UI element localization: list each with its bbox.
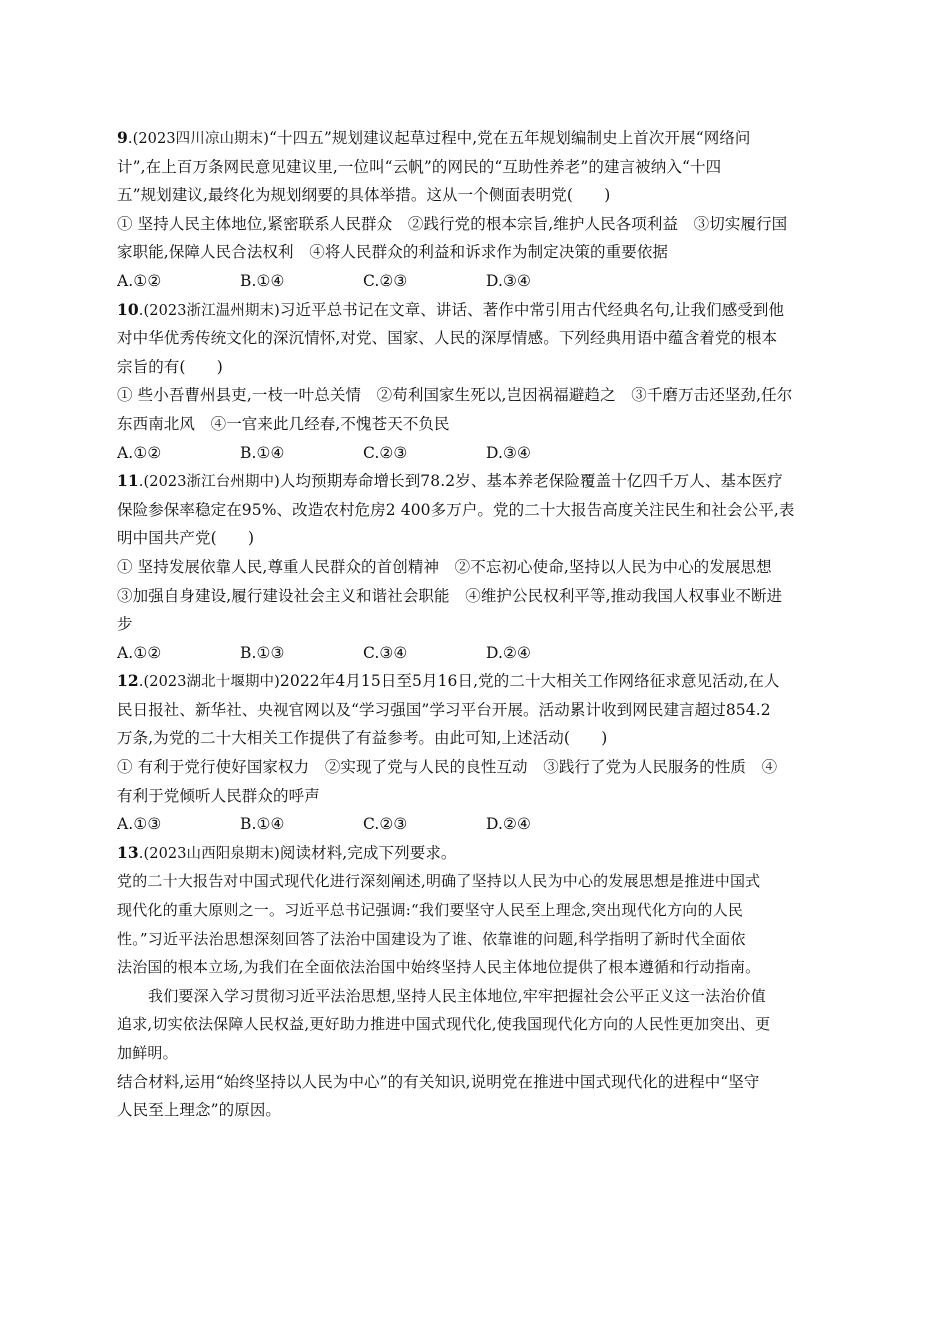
choice-items-line: ① 些小吾曹州县吏,一枝一叶总关情 ②苟利国家生死以,岂因祸福避趋之 ③千磨万击还坚劲,任尔 xyxy=(117,386,793,405)
question-stem-line: 宗旨的有( ) xyxy=(117,357,223,376)
option-c: C.②③ xyxy=(363,271,408,290)
question-12 xyxy=(117,667,837,839)
question-stem-line: 万条,为党的二十大相关工作提供了有益参考。由此可知,上述活动( ) xyxy=(117,729,608,748)
option-c: C.③④ xyxy=(363,643,408,662)
option-d: D.③④ xyxy=(486,271,531,290)
question-source: .(2023浙江台州期中) xyxy=(138,474,280,491)
option-a: A.①② xyxy=(117,643,162,662)
material-line: 党的二十大报告对中国式现代化进行深刻阐述,明确了坚持以人民为中心的发展思想是推进中国式 xyxy=(117,872,761,891)
question-11 xyxy=(117,467,837,667)
question-stem-line: 民日报社、新华社、央视官网以及“学习强国”学习平台开展。活动累计收到网民建言超过854.2 xyxy=(117,700,771,719)
option-d: D.③④ xyxy=(486,443,531,462)
reading-material xyxy=(117,867,837,1067)
option-b: B.①④ xyxy=(240,815,285,834)
question-stem-line xyxy=(117,467,837,496)
question-stem-line xyxy=(117,667,837,696)
question-stem-line xyxy=(117,124,837,153)
option-c: C.②③ xyxy=(363,815,408,834)
choice-items-line: 家职能,保障人民合法权利 ④将人民群众的利益和诉求作为制定决策的重要依据 xyxy=(117,243,669,262)
material-line: 我们要深入学习贯彻习近平法治思想,坚持人民主体地位,牢牢把握社会公平正义这一法治价值 xyxy=(148,986,766,1005)
choice-items-line: 步 xyxy=(117,615,133,634)
material-line: 法治国的根本立场,为我们在全面依法治国中始终坚持人民主体地位提供了根本遵循和行动指南。 xyxy=(117,958,761,977)
answer-options xyxy=(117,439,837,468)
question-10 xyxy=(117,296,837,468)
exam-page xyxy=(117,124,837,1125)
stem-text: 人均预期寿命增长到78.2岁、基本养老保险覆盖十亿四千万人、基本医疗 xyxy=(279,472,783,491)
option-b: B.①③ xyxy=(240,643,285,662)
stem-text: “十四五”规划建议起草过程中,党在五年规划编制史上首次开展“网络问 xyxy=(269,129,751,147)
question-stem-line: 对中华优秀传统文化的深沉情怀,对党、国家、人民的深厚情感。下列经典用语中蕴含着党的根本 xyxy=(117,329,778,348)
requirement-line: 结合材料,运用“始终坚持以人民为中心”的有关知识,说明党在推进中国式现代化的进程中“坚守 xyxy=(117,1072,760,1091)
answer-options xyxy=(117,267,837,296)
stem-text: 阅读材料,完成下列要求。 xyxy=(279,843,457,862)
question-number: 12 xyxy=(117,671,139,691)
option-b: B.①④ xyxy=(240,271,285,290)
choice-items-line: 东西南北风 ④一官来此几经春,不愧苍天不负民 xyxy=(117,414,450,433)
stem-text: 习近平总书记在文章、讲话、著作中常引用古代经典名句,让我们感受到他 xyxy=(279,300,785,319)
question-stem-line xyxy=(117,839,837,868)
option-b: B.①④ xyxy=(240,443,285,462)
question-stem-line: 明中国共产党( ) xyxy=(117,529,255,548)
choice-items-line: ① 坚持发展依靠人民,尊重人民群众的首创精神 ②不忘初心使命,坚持以人民为中心的发展思想 xyxy=(117,557,772,576)
question-source: .(2023四川凉山期末) xyxy=(127,131,270,147)
question-number: 10 xyxy=(117,299,139,319)
question-source: .(2023浙江温州期末) xyxy=(138,302,280,319)
question-13 xyxy=(117,839,837,1125)
choice-items-line: 有利于党倾听人民群众的呼声 xyxy=(117,786,320,805)
option-a: A.①③ xyxy=(117,815,162,834)
material-line: 加鲜明。 xyxy=(117,1044,178,1062)
option-c: C.②③ xyxy=(363,443,408,462)
answer-options xyxy=(117,639,837,668)
option-a: A.①② xyxy=(117,271,162,290)
choice-items-line: ① 有利于党行使好国家权力 ②实现了党与人民的良性互动 ③践行了党为人民服务的性质 ④ xyxy=(117,758,778,777)
material-line: 现代化的重大原则之一。习近平总书记强调:“我们要坚守人民至上理念,突出现代化方向的人民 xyxy=(117,901,744,920)
question-stem-line: 保险参保率稳定在95%、改造农村危房2 400多万户。党的二十大报告高度关注民生和社会公平,表 xyxy=(117,500,795,519)
option-d: D.②④ xyxy=(486,643,531,662)
choice-items-line: ③加强自身建设,履行建设社会主义和谐社会职能 ④维护公民权利平等,推动我国人权事业不断进 xyxy=(117,586,783,605)
requirement-line: 人民至上理念”的原因。 xyxy=(117,1101,282,1120)
question-source: .(2023湖北十堰期中) xyxy=(138,674,280,691)
question-number: 13 xyxy=(117,842,139,862)
question-9 xyxy=(117,124,837,296)
question-source: .(2023山西阳泉期末) xyxy=(138,845,280,862)
option-a: A.①② xyxy=(117,443,162,462)
answer-options xyxy=(117,810,837,839)
choice-items-line: ① 坚持人民主体地位,紧密联系人民群众 ②践行党的根本宗旨,维护人民各项利益 ③切实履行国 xyxy=(117,214,788,233)
question-number: 11 xyxy=(117,471,139,491)
question-stem-line: 五”规划建议,最终化为规划纲要的具体举措。这从一个侧面表明党( ) xyxy=(117,186,611,205)
stem-text: 2022年4月15日至5月16日,党的二十大相关工作网络征求意见活动,在人 xyxy=(279,672,780,691)
material-line: 性。”习近平法治思想深刻回答了法治中国建设为了谁、依靠谁的问题,科学指明了新时代全面依 xyxy=(117,929,746,948)
material-line: 追求,切实依法保障人民权益,更好助力推进中国式现代化,使我国现代化方向的人民性更加突出、更 xyxy=(117,1015,771,1034)
option-d: D.②④ xyxy=(486,815,531,834)
question-stem-line xyxy=(117,296,837,325)
question-stem-line: 计”,在上百万条网民意见建议里,一位叫“云帆”的网民的“互助性养老”的建言被纳入“十四 xyxy=(117,157,722,176)
question-number: 9 xyxy=(117,128,128,147)
